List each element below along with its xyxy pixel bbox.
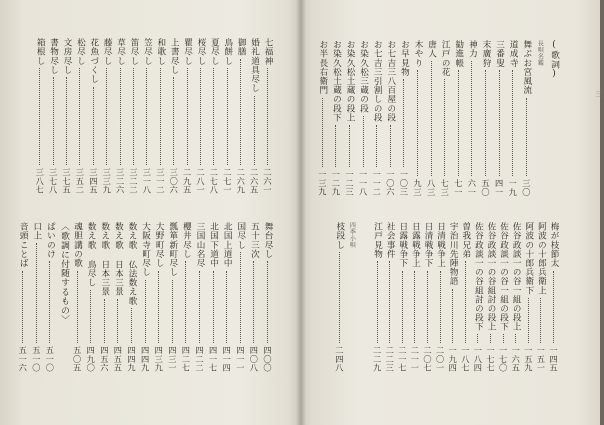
toc-entry-page-number: 七一 — [453, 178, 464, 196]
toc-entry-title: 婚礼道具尽し — [249, 38, 260, 93]
leader-dots — [49, 261, 50, 342]
toc-entry-page-number: 二一一 — [410, 345, 421, 372]
toc-entry — [548, 222, 559, 372]
toc-section-note — [346, 222, 357, 372]
leader-dots — [160, 68, 161, 165]
toc-entry — [249, 38, 260, 194]
leader-dots — [389, 261, 390, 342]
toc-entry-page-number: 五一〇 — [45, 345, 56, 372]
toc-entry — [44, 222, 55, 372]
toc-entry — [222, 38, 233, 194]
toc-entry — [128, 38, 139, 194]
leader-dots — [22, 271, 23, 343]
toc-entry-page-number: 四三九 — [154, 345, 165, 372]
toc-entry-page-number: 一九四 — [448, 345, 459, 372]
toc-entry — [85, 222, 96, 372]
leader-dots — [452, 289, 453, 343]
leader-dots — [213, 68, 214, 165]
leader-dots — [414, 271, 415, 343]
toc-entry-page-number: 四二二 — [195, 345, 205, 372]
leader-dots — [485, 70, 486, 175]
leader-dots — [440, 271, 441, 343]
toc-entry-page-number: 一九 — [508, 178, 519, 196]
toc-entry-title: 江戸見物 — [372, 222, 383, 259]
toc-entry — [153, 222, 164, 372]
toc-entry-page-number: 三一八 — [142, 167, 153, 194]
leader-dots — [106, 68, 107, 165]
toc-entry-page-number: 四三一 — [167, 345, 178, 372]
toc-entry — [409, 222, 420, 372]
leader-dots — [158, 271, 159, 343]
toc-entry-title: 北国上道中 — [222, 222, 233, 268]
leader-dots — [36, 243, 37, 343]
toc-entry-title: ぱいのけ — [45, 222, 56, 259]
toc-entry-title: 藤尽し — [102, 38, 113, 66]
toc-entry-title: お半長右衛門 — [317, 40, 328, 95]
toc-entry-title: 佐谷政談一の谷組討の段下 — [473, 222, 484, 332]
leader-dots — [553, 271, 554, 343]
toc-entry-title: 笛尽し — [129, 38, 139, 66]
toc-entry — [453, 40, 464, 196]
toc-entry-page-number: 三四五 — [88, 167, 99, 194]
toc-entry-title: お七吉三引割しの段 — [372, 40, 383, 122]
toc-entry-page-number: 二七一 — [222, 167, 233, 194]
toc-entry — [262, 38, 273, 194]
toc-entry-title: 書物尽し — [48, 38, 59, 75]
toc-entry — [208, 222, 219, 372]
toc-entry-title: 江戸の花 — [440, 40, 451, 77]
toc-entry-title: 国尽し — [235, 222, 246, 250]
leader-dots — [377, 261, 378, 342]
leader-dots — [226, 271, 227, 343]
toc-entry-title: お染久松土蔵の段上 — [345, 40, 355, 122]
toc-entry-page-number: 三三九 — [102, 167, 113, 194]
toc-entry-title: 文房尽し — [62, 38, 72, 75]
toc-entry-title: お染久松三蔵の段 — [358, 40, 369, 113]
toc-entry — [447, 222, 458, 372]
toc-entry-title: 上書尽し — [169, 38, 180, 75]
leader-dots — [515, 334, 516, 343]
toc-entry — [384, 222, 395, 372]
toc-entry-title: 箱根し — [35, 38, 46, 66]
toc-entry-page-number: 四五六 — [99, 345, 110, 372]
toc-entry — [72, 222, 83, 372]
toc-entry-title: 瞿尽し — [182, 38, 193, 66]
toc-entry-page-number: 一三九 — [317, 169, 328, 196]
leader-dots — [66, 77, 67, 164]
toc-entry-title: 佐谷政談一の谷一組の段下 — [498, 222, 509, 332]
toc-entry-title: 日清戦争上 — [435, 222, 446, 268]
toc-entry-title: 神力 — [467, 40, 478, 59]
toc-entry-page-number: 一五一 — [536, 345, 547, 372]
toc-entry-page-number: 二八一 — [196, 167, 206, 194]
leader-dots — [477, 334, 478, 343]
toc-entry-title: 長唄名鑑 — [536, 40, 544, 66]
toc-entry — [385, 40, 396, 196]
toc-entry-page-number: 五〇五 — [72, 345, 83, 372]
toc-entry — [235, 38, 246, 194]
toc-entry — [115, 38, 126, 194]
toc-entry-title: 日露戦争上 — [410, 222, 421, 268]
leader-dots — [403, 79, 404, 166]
leader-dots — [526, 98, 527, 176]
toc-entry — [168, 38, 179, 194]
toc-entry-title: 枝段し — [334, 222, 345, 250]
toc-entry-page-number: 二四八 — [334, 345, 345, 372]
toc-entry-page-number: 九三 — [413, 178, 423, 196]
toc-entry-page-number: 三五二 — [75, 167, 86, 194]
toc-entry-page-number: 三二六 — [115, 167, 126, 194]
leader-dots — [173, 77, 174, 164]
leader-dots — [540, 298, 541, 343]
leader-dots — [335, 125, 336, 167]
leader-dots — [185, 261, 186, 342]
toc-entry-page-number: 二〇七 — [423, 345, 433, 372]
toc-entry — [510, 222, 521, 372]
toc-entry-page-number: 二二九 — [372, 345, 383, 372]
toc-entry-page-number: 五一六 — [18, 345, 29, 372]
toc-entry-page-number: 一八七 — [460, 345, 471, 372]
toc-entry-title: 舞台尽し — [263, 222, 273, 259]
leader-dots — [471, 61, 472, 175]
leader-dots — [117, 299, 118, 343]
toc-entry-page-number: 二九五 — [182, 167, 193, 194]
toc-entry-page-number: 三二二 — [129, 167, 139, 194]
leader-dots — [172, 280, 173, 343]
toc-entry-title: 櫻井尽し — [181, 222, 192, 259]
toc-entry-title: 三国山名尽 — [195, 222, 205, 268]
toc-entry-title: 数え歌 仏法数え歌 — [127, 222, 137, 306]
leader-dots — [53, 77, 54, 164]
toc-entry-title: お七吉三八百屋の段 — [385, 40, 396, 122]
leader-dots — [93, 87, 94, 165]
toc-entry-title: 唐人 — [426, 40, 437, 59]
toc-entry-title: 社会事件 — [385, 222, 396, 259]
toc-entry-title: 阿波の十郎兵衛上 — [536, 222, 547, 295]
toc-entry — [61, 38, 72, 194]
toc-entry — [126, 222, 137, 372]
leader-dots — [90, 290, 91, 343]
toc-entry — [180, 222, 191, 372]
leader-dots — [240, 252, 241, 343]
toc-entry-title: 松尽し — [75, 38, 86, 66]
toc-entry-title: 草尽し — [115, 38, 126, 66]
toc-entry-title: 佐谷政談一の谷一組の段上 — [511, 222, 522, 332]
leader-dots — [490, 334, 491, 343]
toc-entry-title: 瓢箪新町尽し — [167, 222, 178, 277]
toc-entry-title: 勧進帳 — [453, 40, 464, 68]
toc-entry — [167, 222, 178, 372]
toc-entry-title: 和歌し — [155, 38, 166, 66]
toc-entry-title: 夏尽し — [209, 38, 220, 66]
toc-entry-page-number: 三一二 — [155, 167, 166, 194]
leader-dots — [427, 271, 428, 343]
leader-dots — [213, 271, 214, 343]
toc-entry-page-number: 四〇〇 — [263, 345, 273, 372]
toc-entry-page-number: 三七八 — [48, 167, 59, 194]
toc-entry — [112, 222, 123, 372]
toc-entry-page-number: 一八四 — [473, 345, 484, 372]
leader-dots — [267, 261, 268, 342]
toc-entry — [485, 222, 496, 372]
toc-section-note — [534, 40, 545, 196]
leader-dots — [503, 334, 504, 343]
toc-entry-title: 桜尽し — [196, 38, 206, 66]
leader-dots — [349, 125, 350, 167]
leader-dots — [363, 116, 364, 167]
toc-entry-title: 日露戦争下 — [397, 222, 408, 268]
toc-entry-page-number: 七三 — [440, 178, 451, 196]
leader-dots — [417, 70, 418, 175]
leader-dots — [465, 261, 466, 342]
toc-entry-title: 大野町尽し — [154, 222, 165, 268]
toc-entry-page-number: 四四九 — [140, 345, 151, 372]
leader-dots — [39, 68, 40, 165]
toc-entry — [466, 40, 477, 196]
toc-entry — [141, 38, 152, 194]
toc-entry-page-number: 二二三 — [385, 345, 396, 372]
left-page — [0, 0, 298, 425]
toc-entry-title: 日清戦争下 — [423, 222, 433, 268]
toc-entry-title: 数え歌 日本三景 — [99, 222, 110, 297]
toc-entry-page-number: 三八七 — [35, 167, 46, 194]
leader-dots — [200, 68, 201, 165]
toc-entry-page-number: 一二九 — [331, 169, 342, 196]
toc-entry-page-number: 三七五 — [62, 167, 72, 194]
toc-section-heading — [58, 222, 69, 372]
toc-entry-page-number: 四四九 — [127, 345, 137, 372]
toc-entry — [17, 222, 28, 372]
toc-entry-page-number: 八三 — [426, 178, 437, 196]
toc-entry — [195, 38, 206, 194]
toc-entry — [439, 40, 450, 196]
toc-entry — [99, 222, 110, 372]
leader-dots — [145, 280, 146, 343]
leader-dots — [254, 96, 255, 165]
toc-entry-page-number: 五〇 — [481, 178, 491, 196]
leader-dots — [458, 70, 459, 175]
leader-dots — [402, 271, 403, 343]
toc-entry — [317, 40, 328, 196]
toc-entry-title: 梅が枝節太 — [549, 222, 559, 268]
leader-dots — [199, 271, 200, 343]
toc-entry — [140, 222, 151, 372]
right-page — [304, 0, 603, 425]
toc-entry — [88, 38, 99, 194]
leader-dots — [187, 68, 188, 165]
toc-entry-page-number: 三〇六 — [169, 167, 180, 194]
toc-entry-page-number: 二六五 — [249, 167, 260, 194]
toc-entry-title: 〈歌調に付随するもの〉 — [59, 222, 69, 325]
toc-entry-page-number: 二〇一 — [435, 345, 446, 372]
toc-entry — [344, 40, 355, 196]
toc-entry-title: 曽我兄弟 — [460, 222, 471, 259]
toc-entry — [74, 38, 85, 194]
toc-entry-title: 宇治川先陣物語 — [448, 222, 459, 286]
leader-dots — [120, 68, 121, 165]
toc-entry-page-number: 六一 — [467, 178, 478, 196]
toc-entry — [494, 40, 505, 196]
leader-dots — [131, 308, 132, 343]
toc-entry-title: 五十三次 — [249, 222, 260, 259]
leader-dots — [79, 68, 80, 165]
toc-section-heading — [548, 40, 559, 196]
toc-entry — [412, 40, 423, 196]
toc-entry — [182, 38, 193, 194]
toc-entry-title: お染久松土蔵の段下 — [331, 40, 342, 122]
toc-entry-page-number: 二七八 — [209, 167, 220, 194]
toc-entry — [34, 38, 45, 194]
toc-entry-title: 魂胆講の歌 — [72, 222, 83, 268]
toc-entry — [155, 38, 166, 194]
leader-dots — [499, 70, 500, 175]
toc-entry — [334, 222, 345, 372]
toc-entry — [480, 40, 491, 196]
leader-dots — [376, 125, 377, 167]
toc-entry-page-number: 四〇八 — [249, 345, 260, 372]
toc-entry — [194, 222, 205, 372]
toc-entry — [397, 222, 408, 372]
toc-entry-page-number: 一一二 — [372, 169, 383, 196]
toc-entry-title: お早見物 — [399, 40, 410, 77]
toc-entry-title: 数え歌 鳥尽し — [86, 222, 97, 288]
page-margin-mark: 三 — [595, 90, 603, 97]
toc-entry-title: 大阪寺町尽し — [140, 222, 151, 277]
toc-entry-page-number: 四五五 — [113, 345, 124, 372]
toc-entry-page-number: 三〇 — [521, 178, 532, 196]
toc-entry-page-number: 二一七 — [397, 345, 408, 372]
toc-entry-title: (歌詞) — [549, 40, 559, 80]
toc-entry — [460, 222, 471, 372]
toc-entry — [372, 222, 383, 372]
toc-entry — [523, 222, 534, 372]
toc-entry-title: 七福神 — [263, 38, 273, 66]
toc-entry-page-number: 一七〇 — [498, 345, 509, 372]
leader-dots — [339, 252, 340, 343]
leader-dots — [267, 68, 268, 165]
leader-dots — [390, 125, 391, 167]
toc-entry — [358, 40, 369, 196]
toc-entry — [472, 222, 483, 372]
toc-entry-page-number: 四一四 — [222, 345, 233, 372]
leader-dots — [104, 299, 105, 343]
toc-entry-title: 口上 — [31, 222, 42, 241]
toc-entry — [371, 40, 382, 196]
toc-entry-title: 三番叟 — [494, 40, 505, 68]
leader-dots — [431, 61, 432, 175]
toc-entry-page-number: 一七七 — [486, 345, 496, 372]
toc-entry — [101, 38, 112, 194]
leader-dots — [146, 68, 147, 165]
toc-entry-title: 花魚づくし — [88, 38, 99, 84]
toc-entry — [422, 222, 433, 372]
toc-entry-page-number: 五一〇 — [31, 345, 42, 372]
toc-entry-page-number: 一〇六 — [385, 169, 396, 196]
toc-entry-title: 木やり — [413, 40, 423, 68]
toc-entry-title: 数え歌 日本三景 — [113, 222, 124, 297]
toc-entry — [262, 222, 273, 372]
toc-entry-title: 笠尽し — [142, 38, 153, 66]
leader-dots — [512, 70, 513, 175]
toc-entry — [426, 40, 437, 196]
leader-dots — [240, 59, 241, 165]
leader-dots — [133, 68, 134, 165]
toc-entry-title: 鳥餅し — [222, 38, 233, 66]
toc-entry-title: 北国下道中 — [208, 222, 219, 268]
toc-entry — [498, 222, 509, 372]
toc-entry-page-number: 二六一 — [263, 167, 273, 194]
toc-entry-title: 道成寺 — [508, 40, 519, 68]
toc-entry — [235, 222, 246, 372]
toc-entry-page-number: 一〇三 — [399, 169, 410, 196]
toc-entry-page-number: 一四五 — [549, 345, 559, 372]
toc-entry-page-number: 四二七 — [181, 345, 192, 372]
toc-entry — [208, 38, 219, 194]
toc-entry-page-number: 四一七 — [208, 345, 219, 372]
toc-entry — [398, 40, 409, 196]
toc-entry — [535, 222, 546, 372]
leader-dots — [528, 298, 529, 343]
toc-entry-title: 舞ぶお宮風流 — [521, 40, 532, 95]
toc-entry-page-number: 一一八 — [358, 169, 369, 196]
toc-entry-page-number: 一六五 — [511, 345, 522, 372]
toc-entry-title: 音頭ことば — [18, 222, 29, 268]
toc-entry-title: 阿波の十郎兵衛下 — [523, 222, 534, 295]
leader-dots — [253, 261, 254, 342]
toc-entry-page-number: 一二三 — [345, 169, 355, 196]
toc-entry — [435, 222, 446, 372]
toc-entry — [507, 40, 518, 196]
toc-entry — [330, 40, 341, 196]
toc-entry — [248, 222, 259, 372]
toc-entry-page-number: 四九〇 — [86, 345, 97, 372]
toc-entry-title: 四季小唄 — [348, 222, 356, 248]
toc-entry — [48, 38, 59, 194]
toc-entry-title: 佐谷政談一の谷組討の段上 — [486, 222, 496, 332]
toc-entry-page-number: 四一一 — [235, 345, 246, 372]
toc-entry — [521, 40, 532, 196]
toc-entry-page-number: 一五九 — [523, 345, 534, 372]
leader-dots — [322, 98, 323, 167]
toc-entry — [221, 222, 232, 372]
toc-entry-title: 御膳 — [236, 38, 247, 57]
toc-entry-page-number: 二六九 — [236, 167, 247, 194]
leader-dots — [227, 68, 228, 165]
leader-dots — [77, 271, 78, 343]
toc-entry-page-number: 四一 — [494, 178, 505, 196]
leader-dots — [444, 79, 445, 175]
toc-entry-title: 末廣狩 — [481, 40, 491, 68]
toc-entry — [31, 222, 42, 372]
